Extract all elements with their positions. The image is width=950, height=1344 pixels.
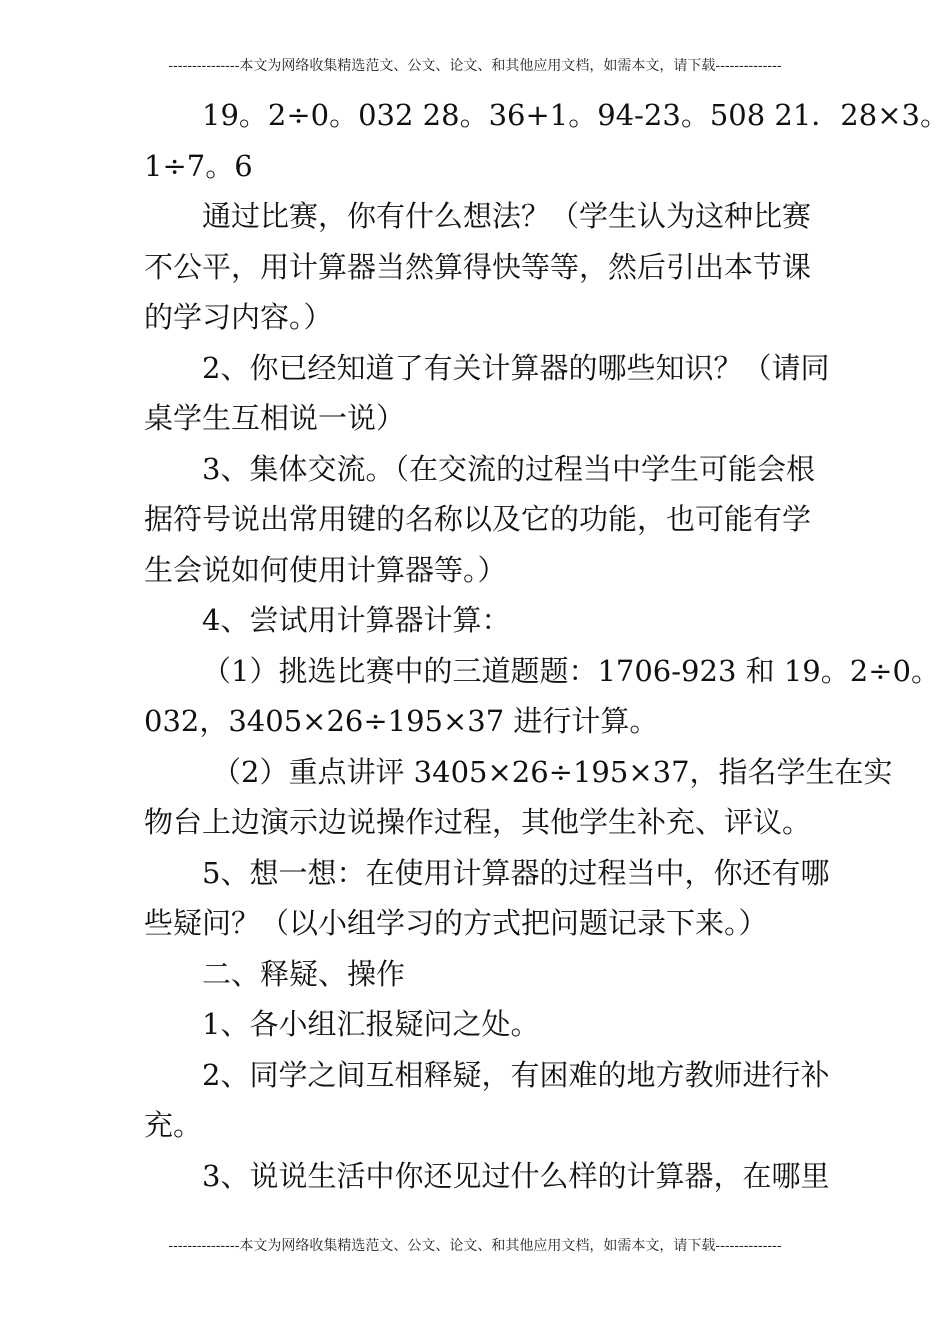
paragraph-line: 3、说说生活中你还见过什么样的计算器，在哪里 [202,1158,830,1193]
paragraph-line: 4、尝试用计算器计算： [202,603,511,637]
footer-banner: ---------------本文为网络收集精选范文、公文、论文、和其他应用文档，如需本文，请下载-------------- [168,1238,782,1254]
paragraph-line: 通过比赛，你有什么想法？（学生认为这种比赛 [202,199,812,233]
paragraph-line: 据符号说出常用键的名称以及它的功能，也可能有学 [144,502,812,536]
paragraph-line: （2）重点讲评 3405×26÷195×37，指名学生在实 [212,754,893,789]
paragraph-line: 桌学生互相说一说） [144,401,406,435]
section-heading: 二、释疑、操作 [202,956,406,991]
paragraph-line: 充。 [144,1108,203,1142]
document-body [144,90,949,1201]
paragraph-line: （1）挑选比赛中的三道题题：1706-923 和 19。2÷0。 [202,653,940,688]
paragraph-line: 032，3405×26÷195×37 进行计算。 [144,704,659,738]
paragraph-line: 物台上边演示边说操作过程，其他学生补充、评议。 [144,805,812,839]
paragraph-line: 的学习内容。） [144,300,333,334]
paragraph-line: 不公平，用计算器当然算得快等等，然后引出本节课 [144,249,812,284]
paragraph-line: 1、各小组汇报疑问之处。 [202,1007,540,1041]
paragraph-line: 3、集体交流。（在交流的过程当中学生可能会根 [202,451,815,486]
paragraph-line: 2、你已经知道了有关计算器的哪些知识？（请同 [202,350,830,385]
header-banner: ---------------本文为网络收集精选范文、公文、论文、和其他应用文档，如需本文，请下载-------------- [168,58,782,74]
paragraph-line: 5、想一想：在使用计算器的过程当中，你还有哪 [202,855,830,890]
paragraph-line: 些疑问？（以小组学习的方式把问题记录下来。） [144,906,768,940]
paragraph-line: 19。2÷0。032 28。36+1。94-23。508 21．28×3。 [202,98,949,132]
paragraph-line: 生会说如何使用计算器等。） [144,552,507,587]
paragraph-line: 2、同学之间互相释疑，有困难的地方教师进行补 [202,1057,830,1092]
paragraph-line: 1÷7。6 [144,148,253,183]
